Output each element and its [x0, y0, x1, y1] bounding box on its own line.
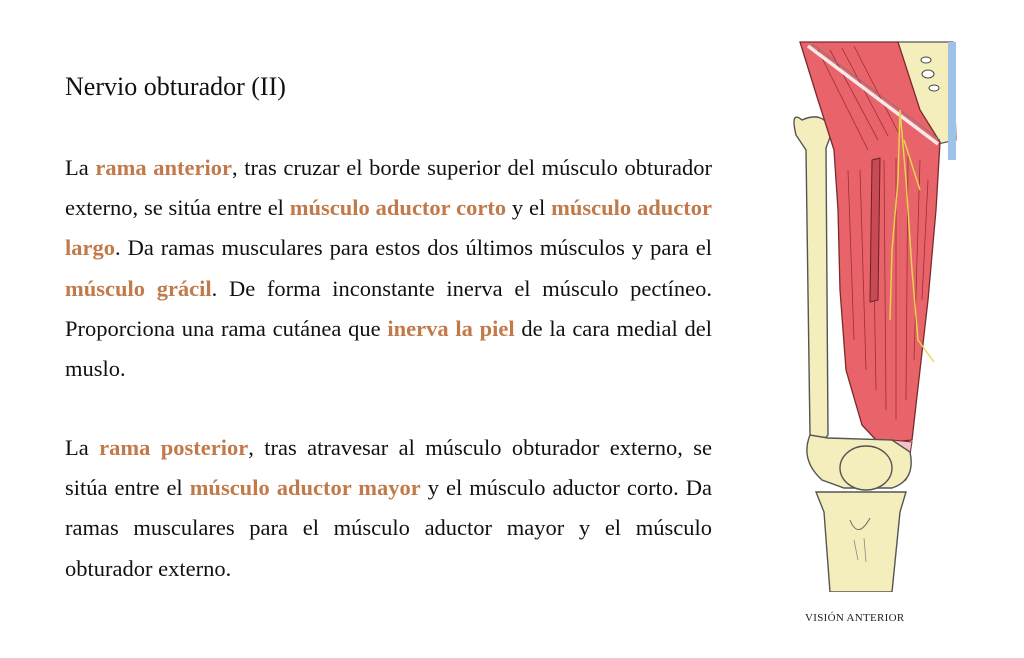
text: . Da ramas musculares para estos dos últimos músculos y para el	[115, 235, 712, 261]
text: y el	[506, 195, 552, 221]
pelvis-foramen	[922, 70, 934, 78]
text: , tras atravesar al músculo obturador externo, se sitúa entre el	[65, 435, 713, 501]
highlight-aductor-mayor: músculo aductor mayor	[189, 475, 421, 501]
thigh-anatomy-svg	[788, 40, 958, 592]
femur-bone	[794, 117, 832, 442]
text: . De forma inconstante inerva el músculo pectíneo. Proporciona una rama cutánea que	[65, 275, 712, 341]
highlight-gracil: músculo grácil	[65, 275, 212, 301]
pelvis-edge	[948, 42, 956, 160]
patella	[840, 446, 892, 490]
highlight-aductor-corto: músculo aductor corto	[289, 195, 507, 221]
highlight-rama-anterior: rama anterior	[95, 155, 232, 180]
pectineus-strip	[870, 158, 880, 302]
text: de la cara medial del muslo.	[65, 315, 712, 382]
thigh-anatomy-illustration	[788, 40, 958, 592]
paragraph-posterior-branch	[65, 428, 712, 589]
highlight-aductor-largo: músculo aductor largo	[65, 195, 712, 261]
figure-caption: VISIÓN ANTERIOR	[805, 612, 905, 624]
highlight-rama-posterior: rama posterior	[99, 435, 249, 460]
page-title: Nervio obturador (II)	[65, 72, 286, 101]
paragraph-anterior-branch	[65, 148, 712, 389]
pelvis-foramen	[929, 85, 939, 91]
text: La	[65, 155, 96, 180]
text: y el músculo aductor corto. Da ramas musculares para el músculo aductor mayor y el músculo obturador externo.	[65, 475, 712, 581]
pelvis-foramen	[921, 57, 931, 63]
tibia-bone	[816, 492, 906, 592]
text: , tras cruzar el borde superior del músculo obturador externo, se sitúa entre el	[65, 155, 712, 221]
text: La	[65, 435, 100, 460]
highlight-inerva-piel: inerva la piel	[387, 315, 515, 341]
